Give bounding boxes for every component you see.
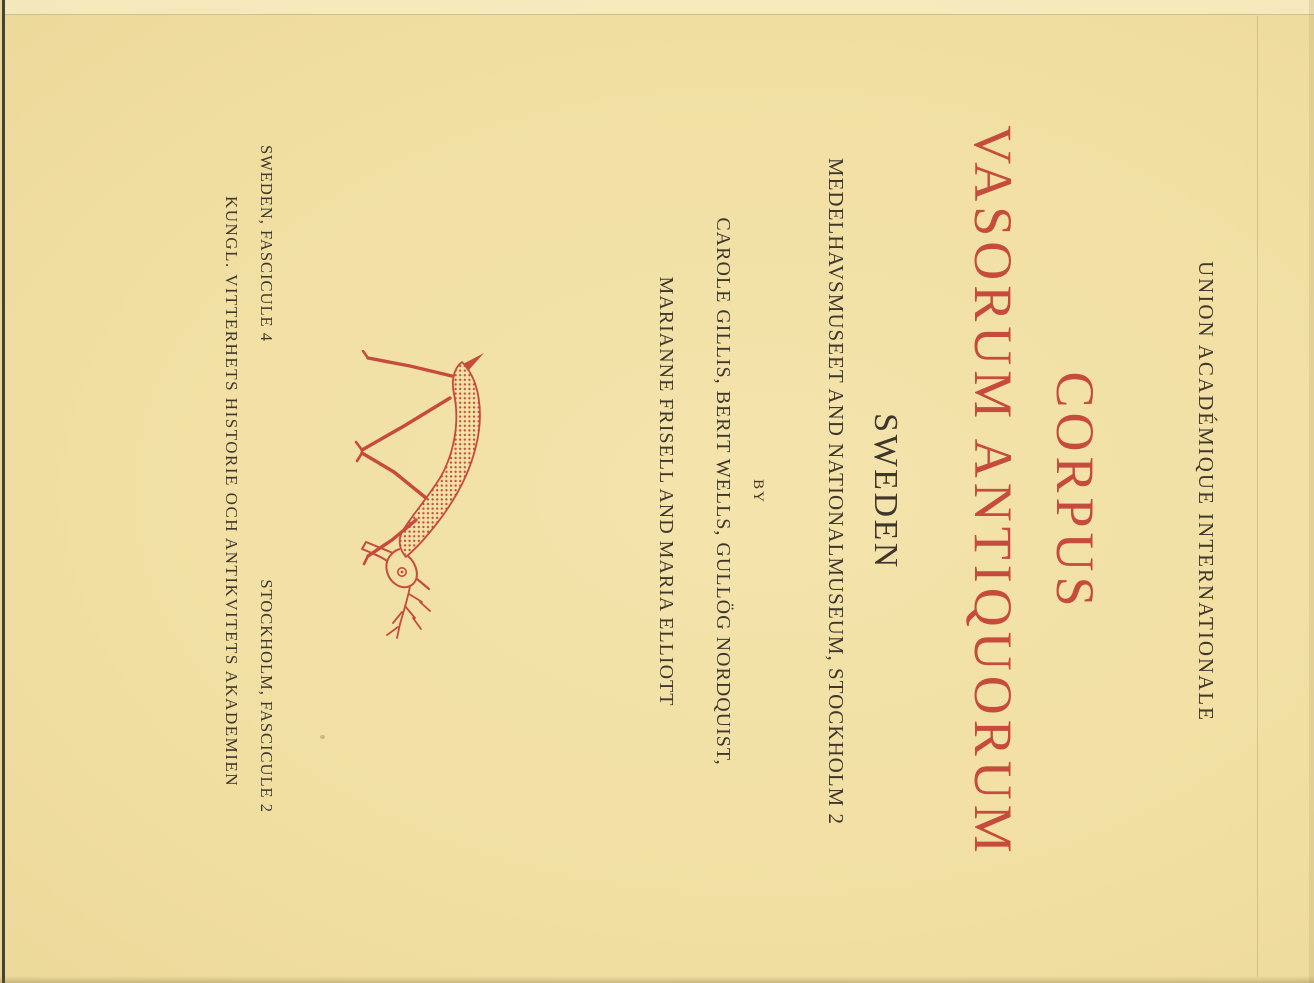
title-line-corpus: CORPUS	[1045, 371, 1105, 612]
by-label: BY	[750, 479, 766, 504]
academy-line: KUNGL. VITTERHETS HISTORIE OCH ANTIKVITETS AKADEMIEN	[222, 195, 241, 788]
geometric-stag-illustration	[350, 350, 490, 646]
museum-line: MEDELHAVSMUSEET AND NATIONALMUSEUM, STOCKHOLM 2	[824, 157, 848, 826]
country-title: SWEDEN	[867, 413, 904, 570]
stag-icon	[350, 350, 490, 646]
authors-line-2: MARIANNE FRISELL AND MARIA ELLIOTT	[655, 276, 677, 707]
imprint-row	[258, 145, 275, 813]
authors-line-1: CAROLE GILLIS, BERIT WELLS, GULLÖG NORDQUIST,	[712, 217, 734, 766]
imprint-right-fascicule: STOCKHOLM, FASCICULE 2	[257, 579, 276, 813]
union-academique-header: UNION ACADÉMIQUE INTERNATIONALE	[1194, 261, 1218, 722]
title-line-vasorum-antiquorum: VASORUM ANTIQUORUM	[963, 125, 1023, 858]
imprint-left-fascicule: SWEDEN, FASCICULE 4	[257, 145, 276, 342]
